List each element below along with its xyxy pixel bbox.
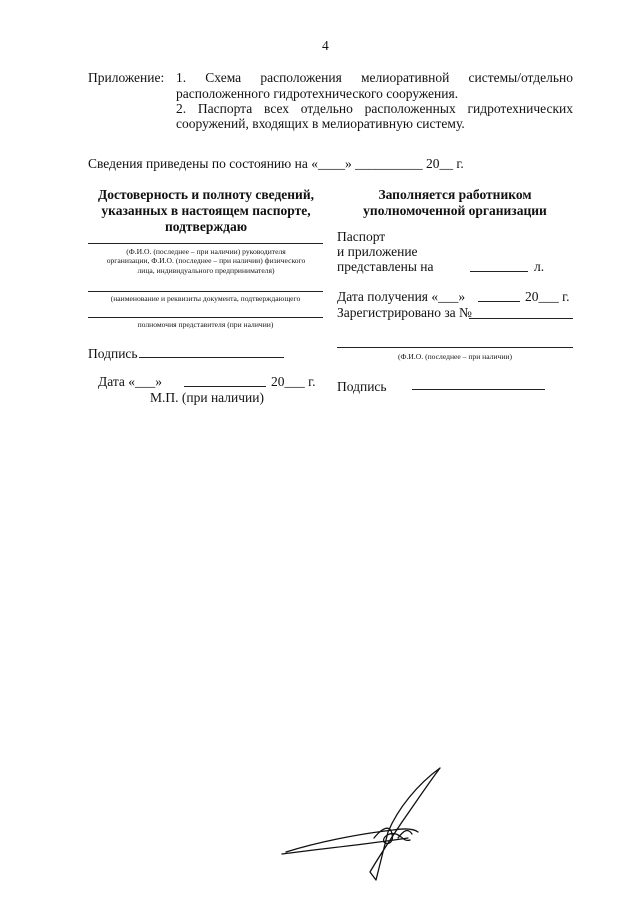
fio-caption: [82, 247, 330, 275]
left-date-month-line[interactable]: [184, 386, 266, 387]
doc-line-2[interactable]: [88, 317, 323, 318]
sheets-suffix: л.: [534, 259, 545, 274]
right-heading-line1: Заполняется работником: [378, 187, 532, 202]
passport-line1: Паспорт: [337, 229, 386, 244]
appendix-item1-line1: 1. Схема расположения мелиоративной системы/отдельно: [176, 70, 573, 85]
fio-caption-line3: лица, индивидуального предпринимателя): [137, 265, 275, 275]
registered-label: Зарегистрировано за №: [337, 305, 472, 320]
appendix-item1-line2: расположенного гидротехнического сооружения.: [176, 86, 459, 101]
right-fio-line[interactable]: [337, 347, 573, 348]
doc-line[interactable]: [88, 291, 323, 292]
fio-caption-line2: организации, Ф.И.О. (последнее – при наличии) физического: [106, 256, 306, 266]
left-date-year: 20___ г.: [271, 374, 316, 389]
fio-caption-line1: (Ф.И.О. (последнее – при наличии) руководителя: [126, 247, 286, 256]
left-date-label: Дата «___»: [98, 374, 163, 389]
handwritten-signature: [278, 762, 458, 887]
passport-line2: и приложение: [337, 244, 418, 259]
sheets-count-line[interactable]: [470, 271, 528, 272]
status-line: Сведения приведены по состоянию на «____» __________ 20__ г.: [88, 156, 464, 171]
appendix-item2-line1: 2. Паспорта всех отдельно расположенных гидротехнических: [176, 101, 573, 116]
right-signature-label: Подпись: [337, 379, 387, 394]
appendix-item2-line2: сооружений, входящих в мелиоративную систему.: [176, 116, 465, 131]
doc-caption-1: (наименование и реквизиты документа, подтверждающего: [110, 294, 301, 303]
stamp-label: М.П. (при наличии): [150, 390, 264, 405]
doc-caption-2: полномочия представителя (при наличии): [137, 320, 274, 329]
received-month-line[interactable]: [478, 301, 520, 302]
received-year: 20___ г.: [525, 289, 570, 304]
left-heading-line2: указанных в настоящем паспорте,: [101, 203, 311, 218]
appendix-label: Приложение:: [88, 70, 165, 85]
received-label: Дата получения «___»: [337, 289, 466, 304]
right-fio-caption: (Ф.И.О. (последнее – при наличии): [397, 352, 512, 361]
left-signature-line[interactable]: [139, 357, 284, 358]
left-signature-label: Подпись: [88, 346, 138, 361]
left-heading-line1: Достоверность и полноту сведений,: [98, 187, 314, 202]
fio-line[interactable]: [88, 243, 323, 244]
right-heading-line2: уполномоченной организации: [363, 203, 547, 218]
page-number: 4: [322, 38, 329, 53]
right-signature-line[interactable]: [412, 389, 545, 390]
passport-line3: представлены на: [337, 259, 434, 274]
registered-number-line[interactable]: [469, 318, 573, 319]
right-heading: [340, 187, 570, 219]
left-heading: [88, 187, 324, 235]
left-heading-line3: подтверждаю: [164, 219, 248, 234]
